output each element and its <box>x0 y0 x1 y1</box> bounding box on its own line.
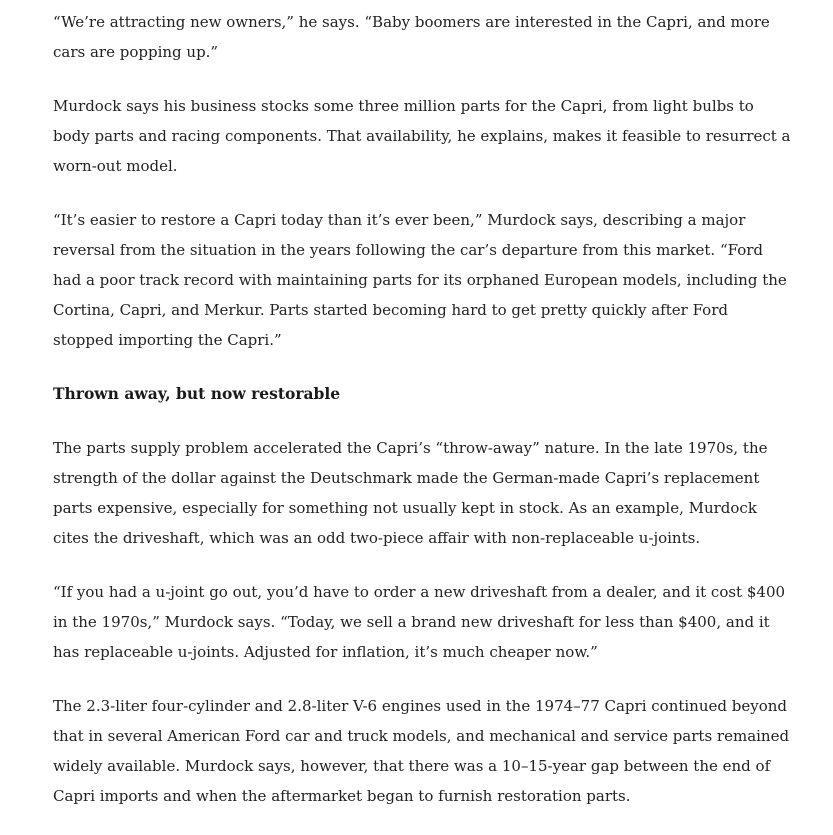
paragraph-parts-supply-problem: The parts supply problem accelerated the Capri’s “throw-away” nature. In the late 1970s, the strength of the dollar against the Deutschmark made the German-made Capri’s replacement parts expensive, especially for something not usually kept in stock. As an example, Murdock cites the driveshaft, which was an odd two-piece affair with non-replaceable u-joints. <box>53 439 768 547</box>
paragraph-u-joint-quote: “If you had a u-joint go out, you’d have to order a new driveshaft from a dealer, and it cost $400 in the 1970s,” Murdock says. “Today, we sell a brand new driveshaft for less than $400, and it has replaceable u-joints. Adjusted for inflation, it’s much cheaper now.” <box>53 583 786 661</box>
section-heading: Thrown away, but now restorable <box>53 384 341 403</box>
paragraph-easier-to-restore: “It’s easier to restore a Capri today than it’s ever been,” Murdock says, describing a major reversal from the situation in the years following the car’s departure from this market. “Ford had a poor track record with maintaining parts for its orphaned European models, including the Cortina, Capri, and Merkur. Parts started becoming hard to get pretty quickly after Ford stopped importing the Capri.” <box>53 211 787 349</box>
paragraph-new-owners: “We’re attracting new owners,” he says. “Baby boomers are interested in the Capri, and more cars are popping up.” <box>53 13 770 61</box>
article-body <box>53 0 793 835</box>
paragraph-parts-stock: Murdock says his business stocks some three million parts for the Capri, from light bulbs to body parts and racing components. That availability, he explains, makes it feasible to resurrect a worn-out model. <box>53 97 791 175</box>
paragraph-engines: The 2.3-liter four-cylinder and 2.8-liter V-6 engines used in the 1974–77 Capri continued beyond that in several American Ford car and truck models, and mechanical and service parts remained widely available. Murdock says, however, that there was a 10–15-year gap between the end of Capri imports and when the aftermarket began to furnish restoration parts. <box>53 697 790 805</box>
